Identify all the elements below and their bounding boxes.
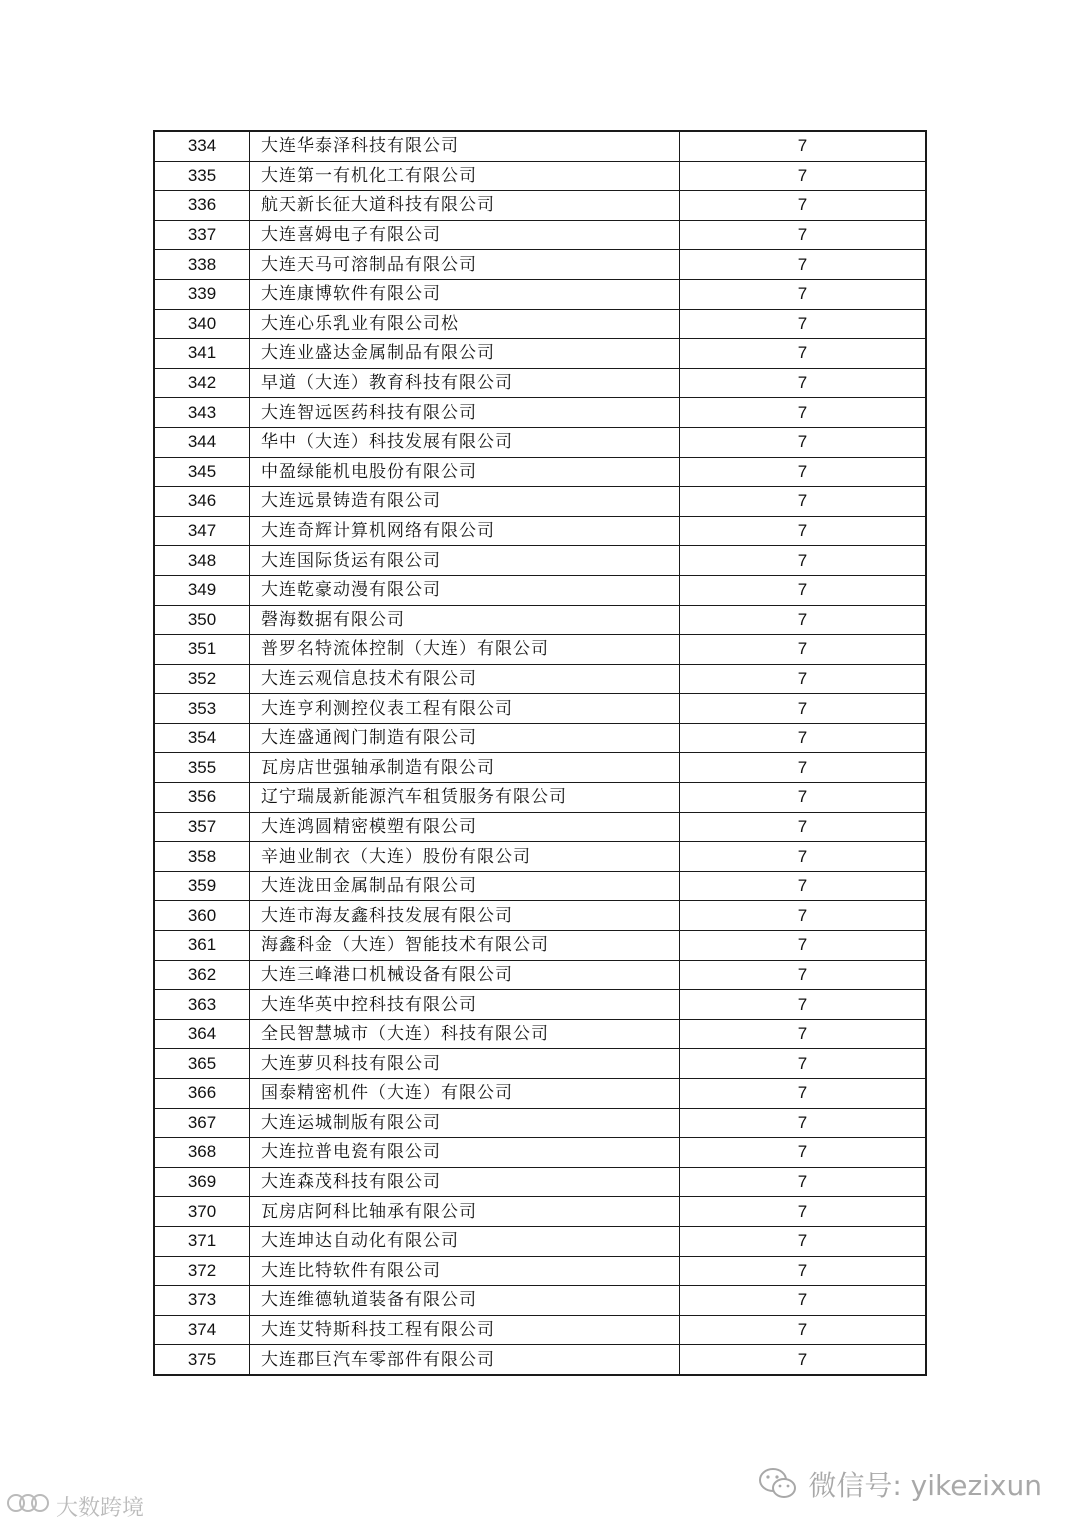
score-cell: 7 xyxy=(680,664,927,694)
table-row xyxy=(154,1345,926,1375)
table-row xyxy=(154,1286,926,1316)
score-cell: 7 xyxy=(680,723,927,753)
table-row xyxy=(154,546,926,576)
table-row xyxy=(154,783,926,813)
row-number: 349 xyxy=(154,575,250,605)
company-name: 大连天马可溶制品有限公司 xyxy=(250,250,680,280)
table-row xyxy=(154,931,926,961)
wechat-id-text: 微信号: yikezixun xyxy=(808,1469,1042,1502)
table-row xyxy=(154,664,926,694)
row-number: 364 xyxy=(154,1019,250,1049)
score-cell: 7 xyxy=(680,1256,927,1286)
score-cell: 7 xyxy=(680,1315,927,1345)
table-row xyxy=(154,368,926,398)
table-row xyxy=(154,575,926,605)
row-number: 366 xyxy=(154,1079,250,1109)
score-cell: 7 xyxy=(680,1079,927,1109)
score-cell: 7 xyxy=(680,1167,927,1197)
row-number: 335 xyxy=(154,161,250,191)
row-number: 370 xyxy=(154,1197,250,1227)
table-row xyxy=(154,457,926,487)
company-name: 大连奇辉计算机网络有限公司 xyxy=(250,516,680,546)
score-cell: 7 xyxy=(680,871,927,901)
score-cell: 7 xyxy=(680,635,927,665)
company-name: 大连森茂科技有限公司 xyxy=(250,1167,680,1197)
table-row xyxy=(154,191,926,221)
score-cell: 7 xyxy=(680,161,927,191)
table-row xyxy=(154,990,926,1020)
table-row xyxy=(154,1138,926,1168)
company-name: 大连华英中控科技有限公司 xyxy=(250,990,680,1020)
corner-brand-text: 大数跨境 xyxy=(56,1495,145,1521)
table-row xyxy=(154,842,926,872)
score-cell: 7 xyxy=(680,1197,927,1227)
company-name: 大连华泰泽科技有限公司 xyxy=(250,131,680,161)
table-row xyxy=(154,812,926,842)
row-number: 336 xyxy=(154,191,250,221)
table-row xyxy=(154,1167,926,1197)
company-name: 大连远景铸造有限公司 xyxy=(250,487,680,517)
score-cell: 7 xyxy=(680,1108,927,1138)
row-number: 357 xyxy=(154,812,250,842)
row-number: 373 xyxy=(154,1286,250,1316)
company-name: 大连艾特斯科技工程有限公司 xyxy=(250,1315,680,1345)
score-cell: 7 xyxy=(680,575,927,605)
score-cell: 7 xyxy=(680,753,927,783)
row-number: 339 xyxy=(154,279,250,309)
table-row xyxy=(154,1315,926,1345)
company-name: 大连维德轨道装备有限公司 xyxy=(250,1286,680,1316)
row-number: 353 xyxy=(154,694,250,724)
row-number: 359 xyxy=(154,871,250,901)
company-name: 大连业盛达金属制品有限公司 xyxy=(250,339,680,369)
table-row xyxy=(154,516,926,546)
company-name: 中盈绿能机电股份有限公司 xyxy=(250,457,680,487)
row-number: 365 xyxy=(154,1049,250,1079)
score-cell: 7 xyxy=(680,783,927,813)
score-cell: 7 xyxy=(680,1049,927,1079)
table-body xyxy=(154,131,926,1375)
score-cell: 7 xyxy=(680,1138,927,1168)
company-name: 大连乾豪动漫有限公司 xyxy=(250,575,680,605)
company-name: 瓦房店阿科比轴承有限公司 xyxy=(250,1197,680,1227)
row-number: 337 xyxy=(154,220,250,250)
row-number: 345 xyxy=(154,457,250,487)
company-name: 辛迪业制衣（大连）股份有限公司 xyxy=(250,842,680,872)
row-number: 348 xyxy=(154,546,250,576)
company-name: 全民智慧城市（大连）科技有限公司 xyxy=(250,1019,680,1049)
row-number: 360 xyxy=(154,901,250,931)
table-row xyxy=(154,1256,926,1286)
table-row xyxy=(154,1049,926,1079)
table-row xyxy=(154,279,926,309)
score-cell: 7 xyxy=(680,487,927,517)
row-number: 343 xyxy=(154,398,250,428)
row-number: 350 xyxy=(154,605,250,635)
row-number: 340 xyxy=(154,309,250,339)
table-row xyxy=(154,220,926,250)
row-number: 334 xyxy=(154,131,250,161)
row-number: 356 xyxy=(154,783,250,813)
company-name: 大连亨利测控仪表工程有限公司 xyxy=(250,694,680,724)
table-row xyxy=(154,250,926,280)
row-number: 375 xyxy=(154,1345,250,1375)
company-name: 大连康博软件有限公司 xyxy=(250,279,680,309)
table-row xyxy=(154,309,926,339)
company-name: 大连国际货运有限公司 xyxy=(250,546,680,576)
row-number: 355 xyxy=(154,753,250,783)
table-row xyxy=(154,161,926,191)
corner-watermark xyxy=(6,1490,144,1522)
score-cell: 7 xyxy=(680,842,927,872)
score-cell: 7 xyxy=(680,191,927,221)
table-row xyxy=(154,1079,926,1109)
row-number: 363 xyxy=(154,990,250,1020)
wechat-icon xyxy=(758,1467,798,1501)
score-cell: 7 xyxy=(680,1226,927,1256)
table-row xyxy=(154,487,926,517)
company-name: 大连郡巨汽车零部件有限公司 xyxy=(250,1345,680,1375)
table-row xyxy=(154,131,926,161)
table-row xyxy=(154,1226,926,1256)
score-cell: 7 xyxy=(680,398,927,428)
row-number: 358 xyxy=(154,842,250,872)
row-number: 354 xyxy=(154,723,250,753)
row-number: 344 xyxy=(154,427,250,457)
table-row xyxy=(154,1019,926,1049)
company-name: 华中（大连）科技发展有限公司 xyxy=(250,427,680,457)
company-name: 大连云观信息技术有限公司 xyxy=(250,664,680,694)
row-number: 338 xyxy=(154,250,250,280)
company-name: 早道（大连）教育科技有限公司 xyxy=(250,368,680,398)
table-row xyxy=(154,339,926,369)
wechat-watermark xyxy=(758,1464,1042,1504)
score-cell: 7 xyxy=(680,546,927,576)
company-name: 瓦房店世强轴承制造有限公司 xyxy=(250,753,680,783)
row-number: 372 xyxy=(154,1256,250,1286)
score-cell: 7 xyxy=(680,309,927,339)
company-name: 大连鸿圆精密模塑有限公司 xyxy=(250,812,680,842)
score-cell: 7 xyxy=(680,516,927,546)
score-cell: 7 xyxy=(680,279,927,309)
company-name: 大连盛通阀门制造有限公司 xyxy=(250,723,680,753)
row-number: 371 xyxy=(154,1226,250,1256)
table-row xyxy=(154,871,926,901)
score-cell: 7 xyxy=(680,1286,927,1316)
row-number: 351 xyxy=(154,635,250,665)
table-row xyxy=(154,605,926,635)
row-number: 362 xyxy=(154,960,250,990)
table-row xyxy=(154,635,926,665)
table-row xyxy=(154,1197,926,1227)
table-row xyxy=(154,753,926,783)
score-cell: 7 xyxy=(680,960,927,990)
score-cell: 7 xyxy=(680,131,927,161)
company-name: 航天新长征大道科技有限公司 xyxy=(250,191,680,221)
score-cell: 7 xyxy=(680,427,927,457)
score-cell: 7 xyxy=(680,1345,927,1375)
score-cell: 7 xyxy=(680,1019,927,1049)
score-cell: 7 xyxy=(680,457,927,487)
company-name: 普罗名特流体控制（大连）有限公司 xyxy=(250,635,680,665)
score-cell: 7 xyxy=(680,605,927,635)
company-name: 大连坤达自动化有限公司 xyxy=(250,1226,680,1256)
company-name: 大连喜姆电子有限公司 xyxy=(250,220,680,250)
row-number: 369 xyxy=(154,1167,250,1197)
company-name: 大连智远医药科技有限公司 xyxy=(250,398,680,428)
row-number: 347 xyxy=(154,516,250,546)
score-cell: 7 xyxy=(680,250,927,280)
company-name: 大连泷田金属制品有限公司 xyxy=(250,871,680,901)
company-name: 大连拉普电瓷有限公司 xyxy=(250,1138,680,1168)
company-name: 大连萝贝科技有限公司 xyxy=(250,1049,680,1079)
company-table xyxy=(153,130,927,1376)
table-row xyxy=(154,901,926,931)
table-row xyxy=(154,723,926,753)
row-number: 352 xyxy=(154,664,250,694)
company-name: 海鑫科金（大连）智能技术有限公司 xyxy=(250,931,680,961)
score-cell: 7 xyxy=(680,694,927,724)
score-cell: 7 xyxy=(680,368,927,398)
company-name: 大连心乐乳业有限公司松 xyxy=(250,309,680,339)
row-number: 342 xyxy=(154,368,250,398)
row-number: 341 xyxy=(154,339,250,369)
company-name: 大连运城制版有限公司 xyxy=(250,1108,680,1138)
row-number: 368 xyxy=(154,1138,250,1168)
company-name: 大连市海友鑫科技发展有限公司 xyxy=(250,901,680,931)
table-row xyxy=(154,960,926,990)
company-name: 大连三峰港口机械设备有限公司 xyxy=(250,960,680,990)
row-number: 374 xyxy=(154,1315,250,1345)
brand-logo-icon xyxy=(6,1490,50,1522)
row-number: 346 xyxy=(154,487,250,517)
table-row xyxy=(154,398,926,428)
score-cell: 7 xyxy=(680,812,927,842)
company-name: 国泰精密机件（大连）有限公司 xyxy=(250,1079,680,1109)
company-name: 辽宁瑞晟新能源汽车租赁服务有限公司 xyxy=(250,783,680,813)
score-cell: 7 xyxy=(680,339,927,369)
score-cell: 7 xyxy=(680,220,927,250)
row-number: 361 xyxy=(154,931,250,961)
table-row xyxy=(154,1108,926,1138)
score-cell: 7 xyxy=(680,901,927,931)
score-cell: 7 xyxy=(680,990,927,1020)
table-row xyxy=(154,427,926,457)
company-name: 磬海数据有限公司 xyxy=(250,605,680,635)
company-name: 大连比特软件有限公司 xyxy=(250,1256,680,1286)
row-number: 367 xyxy=(154,1108,250,1138)
table-row xyxy=(154,694,926,724)
company-name: 大连第一有机化工有限公司 xyxy=(250,161,680,191)
score-cell: 7 xyxy=(680,931,927,961)
